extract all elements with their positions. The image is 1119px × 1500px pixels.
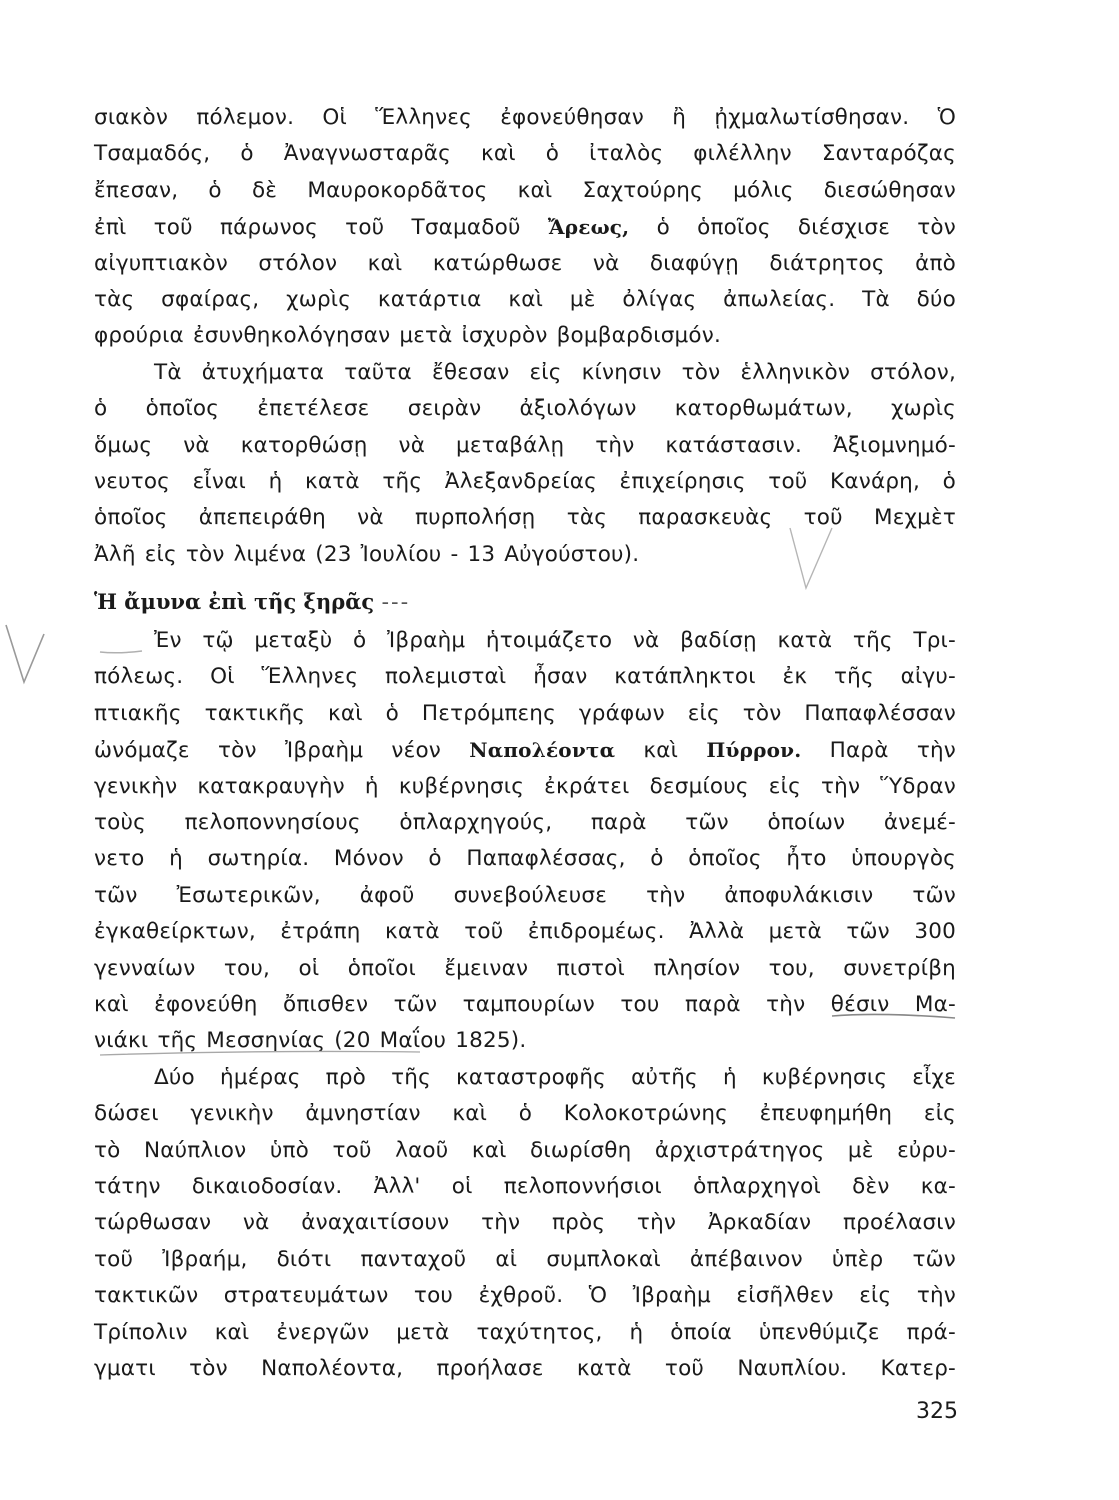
text-line: πτιακῆς τακτικῆς καὶ ὁ Πετρόμπεης γράφων εἰς τὸν Παπαφλέσσαν bbox=[94, 700, 956, 726]
text-line: ὅμως νὰ κατορθώσῃ νὰ μεταβάλῃ τὴν κατάστασιν. Ἀξιομνημό- bbox=[94, 432, 956, 458]
text-line: τοῦ Ἰβραήμ, διότι πανταχοῦ αἱ συμπλοκαὶ ἀπέβαινον ὑπὲρ τῶν bbox=[94, 1246, 956, 1272]
paragraph bbox=[94, 1060, 956, 1388]
text-line: φρούρια ἐσυνθηκολόγησαν μετὰ ἰσχυρὸν βομβαρδισμόν. bbox=[94, 323, 722, 349]
text-line bbox=[94, 732, 956, 768]
bold-name: Πύρρον. bbox=[706, 738, 802, 763]
margin-check-mark bbox=[6, 625, 44, 682]
text-line: σιακὸν πόλεμον. Οἱ Ἕλληνες ἐφονεύθησαν ἢ ᾐχμαλωτίσθησαν. Ὁ bbox=[94, 105, 956, 130]
text-line: τάτην δικαιοδοσίαν. Ἀλλ' οἱ πελοποννήσιοι ὁπλαρχηγοὶ δὲν κα- bbox=[94, 1173, 956, 1199]
text-line bbox=[94, 209, 956, 245]
text-line: ὁ ὁποῖος ἐπετέλεσε σειρὰν ἀξιολόγων κατορθωμάτων, χωρὶς bbox=[94, 396, 956, 422]
text-line: γενικὴν κατακραυγὴν ἡ κυβέρνησις ἐκράτει δεσμίους εἰς τὴν Ὕδραν bbox=[94, 773, 956, 799]
text-line: τακτικῶν στρατευμάτων του ἐχθροῦ. Ὁ Ἰβραὴμ εἰσῆλθεν εἰς τὴν bbox=[94, 1283, 956, 1309]
page-number: 325 bbox=[916, 1399, 958, 1424]
section-heading bbox=[94, 579, 956, 623]
bold-ship-name: Ἄρεως, bbox=[547, 215, 630, 240]
text-span: ἐπὶ τοῦ πάρωνος τοῦ Τσαμαδοῦ bbox=[94, 215, 548, 241]
text-line: ὁποῖος ἀπεπειράθη νὰ πυρπολήσῃ τὰς παρασκευὰς τοῦ Μεχμὲτ bbox=[94, 505, 956, 531]
text-span: ὠνόμαζε τὸν Ἰβραὴμ νέον bbox=[94, 738, 470, 764]
paragraph bbox=[94, 355, 956, 573]
heading-dash-mark: --- bbox=[381, 590, 411, 615]
text-span: Παρὰ τὴν bbox=[801, 738, 957, 764]
text-line: τώρθωσαν νὰ ἀναχαιτίσουν τὴν πρὸς τὴν Ἀρκαδίαν προέλασιν bbox=[94, 1210, 956, 1236]
paragraph bbox=[94, 623, 956, 1060]
text-line: γματι τὸν Ναπολέοντα, προήλασε κατὰ τοῦ Ναυπλίου. Κατερ- bbox=[94, 1355, 956, 1381]
text-line: τοὺς πελοποννησίους ὁπλαρχηγούς, παρὰ τῶν ὁποίων ἀνεμέ- bbox=[94, 810, 956, 836]
text-line: ἔπεσαν, ὁ δὲ Μαυροκορδᾶτος καὶ Σαχτούρης μόλις διεσώθησαν bbox=[94, 177, 956, 203]
text-line: Ἀλῆ εἰς τὸν λιμένα (23 Ἰουλίου - 13 Αὐγούστου). bbox=[94, 541, 640, 567]
text-line: νιάκι τῆς Μεσσηνίας (20 Μαΐου 1825). bbox=[94, 1028, 527, 1054]
text-line: Δύο ἡμέρας πρὸ τῆς καταστροφῆς αὐτῆς ἡ κυβέρνησις εἶχε bbox=[154, 1064, 956, 1090]
text-line: γενναίων του, οἱ ὁποῖοι ἔμειναν πιστοὶ πλησίον του, συνετρίβη bbox=[94, 955, 956, 981]
page-body bbox=[94, 100, 956, 1387]
text-line: Τσαμαδός, ὁ Ἀναγνωσταρᾶς καὶ ὁ ἰταλὸς φιλέλλην Σανταρόζας bbox=[94, 141, 956, 167]
text-line: ἐγκαθείρκτων, ἐτράπη κατὰ τοῦ ἐπιδρομέως. Ἀλλὰ μετὰ τῶν 300 bbox=[94, 919, 956, 945]
section-heading-text: Ἡ ἄμυνα ἐπὶ τῆς ξηρᾶς bbox=[94, 589, 375, 615]
text-line: Τὰ ἀτυχήματα ταῦτα ἔθεσαν εἰς κίνησιν τὸν ἑλληνικὸν στόλον, bbox=[154, 359, 956, 385]
text-span: καὶ bbox=[615, 738, 707, 764]
text-line: νευτος εἶναι ἡ κατὰ τῆς Ἀλεξανδρείας ἐπιχείρησις τοῦ Κανάρη, ὁ bbox=[94, 468, 956, 494]
text-line: Ἐν τῷ μεταξὺ ὁ Ἰβραὴμ ἡτοιμάζετο νὰ βαδίσῃ κατὰ τῆς Τρι- bbox=[154, 628, 956, 654]
paragraph bbox=[94, 100, 956, 355]
text-span: ὁ ὁποῖος διέσχισε τὸν bbox=[629, 215, 956, 241]
text-line: καὶ ἐφονεύθη ὄπισθεν τῶν ταμπουρίων του παρὰ τὴν θέσιν Μα- bbox=[94, 991, 956, 1017]
text-line: τῶν Ἐσωτερικῶν, ἀφοῦ συνεβούλευσε τὴν ἀποφυλάκισιν τῶν bbox=[94, 882, 956, 908]
text-line: τὰς σφαίρας, χωρὶς κατάρτια καὶ μὲ ὀλίγας ἀπωλείας. Τὰ δύο bbox=[94, 286, 956, 312]
text-line: τὸ Ναύπλιον ὑπὸ τοῦ λαοῦ καὶ διωρίσθη ἀρχιστράτηγος μὲ εὐρυ- bbox=[94, 1137, 956, 1163]
text-line: πόλεως. Οἱ Ἕλληνες πολεμισταὶ ἦσαν κατάπληκτοι ἐκ τῆς αἰγυ- bbox=[94, 664, 956, 690]
text-line: νετο ἡ σωτηρία. Μόνον ὁ Παπαφλέσσας, ὁ ὁποῖος ἦτο ὑπουργὸς bbox=[94, 846, 956, 872]
text-line: αἰγυπτιακὸν στόλον καὶ κατώρθωσε νὰ διαφύγῃ διάτρητος ἀπὸ bbox=[94, 250, 956, 276]
text-line: δώσει γενικὴν ἀμνηστίαν καὶ ὁ Κολοκοτρώνης ἐπευφημήθη εἰς bbox=[94, 1101, 956, 1127]
text-line: Τρίπολιν καὶ ἐνεργῶν μετὰ ταχύτητος, ἡ ὁποία ὑπενθύμιζε πρά- bbox=[94, 1319, 956, 1345]
bold-name: Ναπολέοντα bbox=[469, 738, 616, 763]
